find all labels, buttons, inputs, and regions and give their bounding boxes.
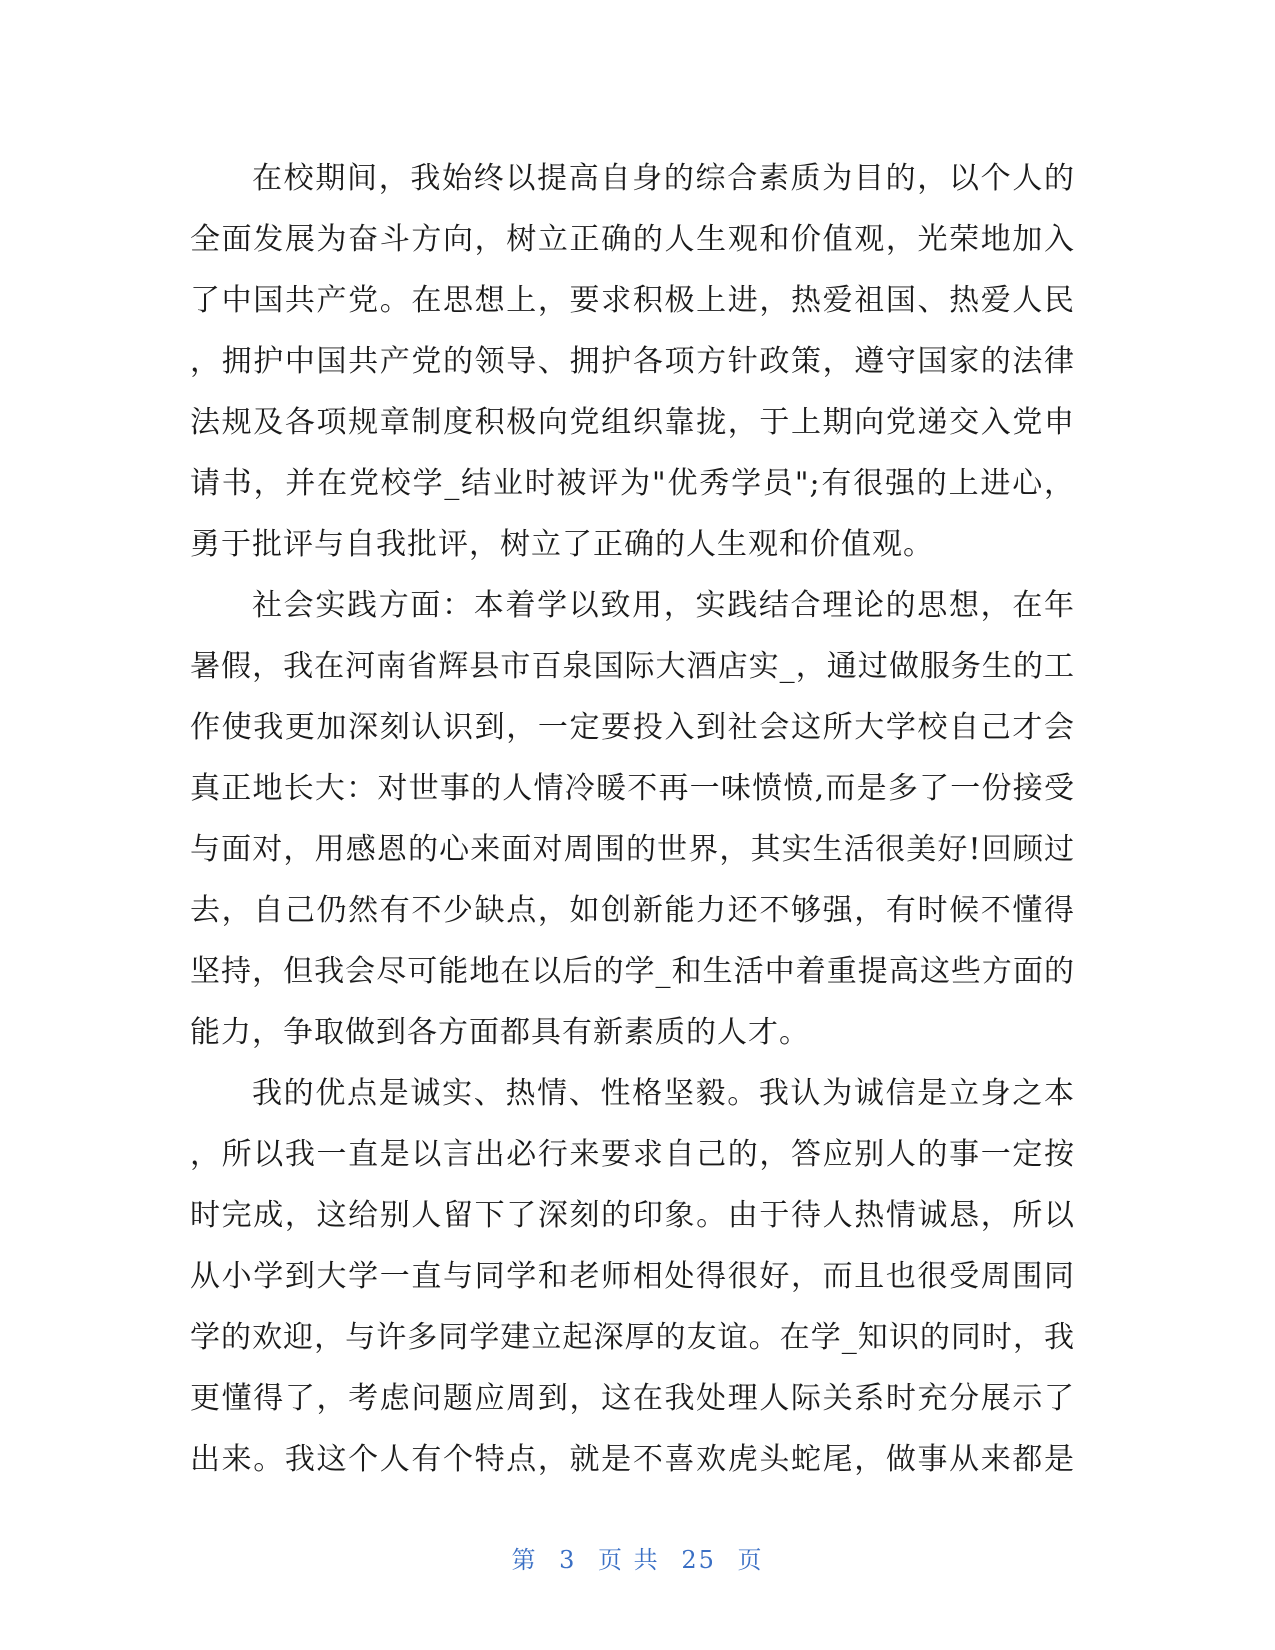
current-page-number: 3 bbox=[559, 1546, 577, 1574]
text-line: 与面对，用感恩的心来面对周围的世界，其实生活很美好!回顾过 bbox=[190, 832, 1075, 867]
page-number-footer bbox=[0, 1540, 1275, 1575]
text-line: 能力，争取做到各方面都具有新素质的人才。 bbox=[190, 1015, 810, 1050]
paragraph bbox=[190, 575, 1075, 1063]
page-suffix: 页 bbox=[737, 1546, 764, 1574]
text-line: 暑假，我在河南省辉县市百泉国际大酒店实_，通过做服务生的工 bbox=[190, 649, 1075, 684]
text-line: 出来。我这个人有个特点，就是不喜欢虎头蛇尾，做事从来都是 bbox=[190, 1442, 1075, 1477]
text-line: 勇于批评与自我批评，树立了正确的人生观和价值观。 bbox=[190, 527, 934, 562]
text-line: ，拥护中国共产党的领导、拥护各项方针政策，遵守国家的法律 bbox=[190, 344, 1075, 379]
text-line: 全面发展为奋斗方向，树立正确的人生观和价值观，光荣地加入 bbox=[190, 222, 1075, 257]
text-line: 坚持，但我会尽可能地在以后的学_和生活中着重提高这些方面的 bbox=[190, 954, 1075, 989]
text-line: 在校期间，我始终以提高自身的综合素质为目的，以个人的 bbox=[252, 161, 1075, 196]
text-line: 请书，并在党校学_结业时被评为"优秀学员";有很强的上进心， bbox=[190, 466, 1075, 501]
document-body bbox=[190, 148, 1075, 1490]
text-line: 从小学到大学一直与同学和老师相处得很好，而且也很受周围同 bbox=[190, 1259, 1075, 1294]
paragraph bbox=[190, 148, 1075, 575]
text-line: 时完成，这给别人留下了深刻的印象。由于待人热情诚恳，所以 bbox=[190, 1198, 1075, 1233]
text-line: 社会实践方面：本着学以致用，实践结合理论的思想，在年 bbox=[252, 588, 1075, 623]
text-line: 去，自己仍然有不少缺点，如创新能力还不够强，有时候不懂得 bbox=[190, 893, 1075, 928]
paragraph bbox=[190, 1063, 1075, 1490]
text-line: 了中国共产党。在思想上，要求积极上进，热爱祖国、热爱人民 bbox=[190, 283, 1075, 318]
text-line: 更懂得了，考虑问题应周到，这在我处理人际关系时充分展示了 bbox=[190, 1381, 1075, 1416]
text-line: 法规及各项规章制度积极向党组织靠拢，于上期向党递交入党申 bbox=[190, 405, 1075, 440]
total-page-number: 25 bbox=[681, 1546, 716, 1574]
text-line: 作使我更加深刻认识到，一定要投入到社会这所大学校自己才会 bbox=[190, 710, 1075, 745]
page-middle: 页 共 bbox=[598, 1546, 660, 1574]
text-line: ，所以我一直是以言出必行来要求自己的，答应别人的事一定按 bbox=[190, 1137, 1075, 1172]
text-line: 我的优点是诚实、热情、性格坚毅。我认为诚信是立身之本 bbox=[252, 1076, 1075, 1111]
text-line: 学的欢迎，与许多同学建立起深厚的友谊。在学_知识的同时，我 bbox=[190, 1320, 1075, 1355]
page-prefix: 第 bbox=[511, 1546, 538, 1574]
text-line: 真正地长大：对世事的人情冷暖不再一味愤愤,而是多了一份接受 bbox=[190, 771, 1075, 806]
